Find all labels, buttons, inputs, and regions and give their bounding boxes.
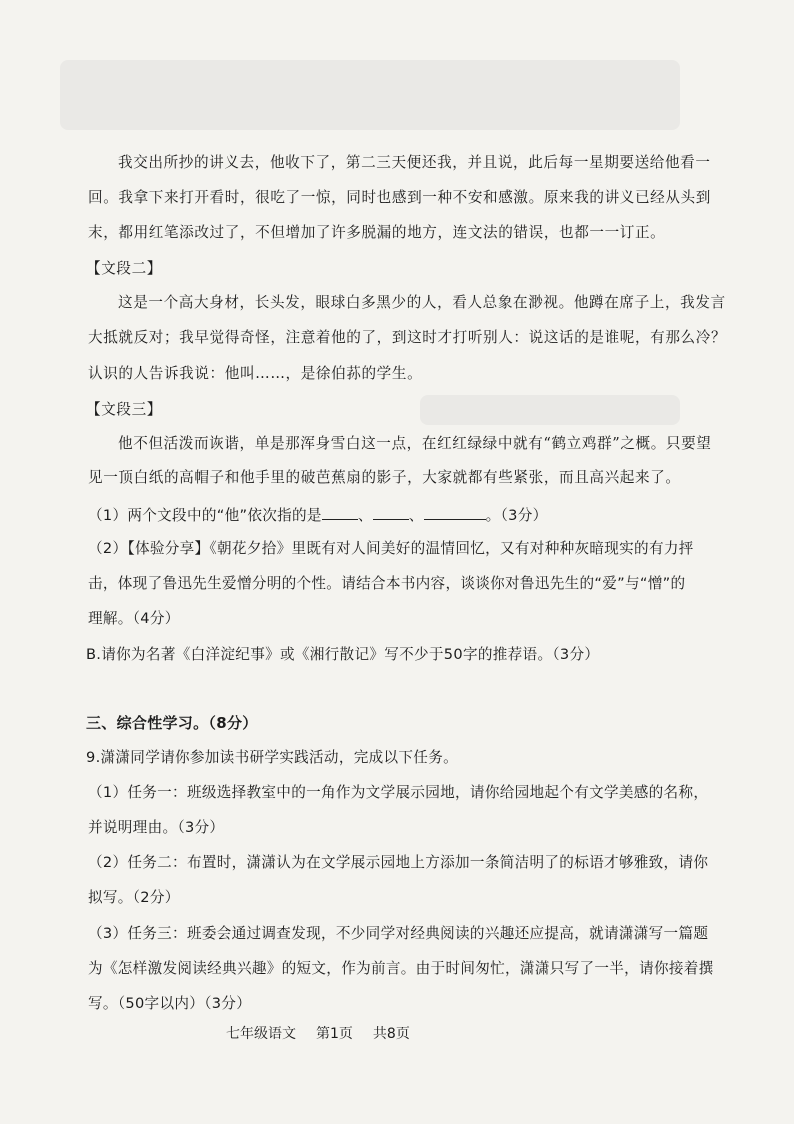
answer-blank-1[interactable] bbox=[322, 505, 358, 520]
passage3-line: 他不但活泼而诙谐，单是那浑身雪白这一点，在红红绿绿中就有“鹤立鸡群”之概。只要望 bbox=[118, 435, 712, 452]
question-9: 9.潇潇同学请你参加读书研学实践活动，完成以下任务。 bbox=[86, 749, 458, 766]
passage1-line: 末，都用红笔添改过了，不但增加了许多脱漏的地方，连文法的错误，也都一一订正。 bbox=[88, 224, 666, 241]
answer-blank-2[interactable] bbox=[373, 505, 409, 520]
footer-subject: 七年级语文 bbox=[226, 1026, 296, 1042]
passage3-line: 见一顶白纸的高帽子和他手里的破芭蕉扇的影子，大家就都有些紧张，而且高兴起来了。 bbox=[88, 469, 681, 486]
footer-page-number: 第1页 bbox=[316, 1026, 353, 1042]
bleed-through-mark bbox=[60, 60, 680, 130]
section-label: 【文段二】 bbox=[86, 260, 162, 277]
question-1-sep: 、 bbox=[408, 507, 424, 524]
question-1-sep: 、 bbox=[357, 507, 373, 524]
task3-line: 为《怎样激发阅读经典兴趣》的短文，作为前言。由于时间匆忙，潇潇只写了一半，请你接着撰 bbox=[88, 960, 714, 977]
footer-total-pages: 共8页 bbox=[372, 1026, 410, 1042]
task1-line: （1）任务一：班级选择教室中的一角作为文学展示园地，请你给园地起个有文学美感的名称， bbox=[88, 784, 709, 801]
question-2-line: 击，体现了鲁迅先生爱憎分明的个性。请结合本书内容，谈谈你对鲁迅先生的“爱”与“憎”的 bbox=[88, 575, 686, 592]
question-1-suffix: 。（3分） bbox=[485, 507, 548, 524]
passage2-line: 这是一个高大身材，长头发，眼球白多黑少的人，看人总象在渺视。他蹲在席子上，我发言 bbox=[118, 294, 726, 311]
page-footer bbox=[226, 1023, 410, 1043]
task3-line: 写。（50字以内）（3分） bbox=[88, 995, 252, 1012]
passage1-line: 我交出所抄的讲义去，他收下了，第二三天便还我，并且说，此后每一星期要送给他看一 bbox=[118, 154, 711, 171]
question-1 bbox=[88, 505, 728, 526]
passage2-line: 认识的人告诉我说：他叫……，是徐伯荪的学生。 bbox=[88, 365, 423, 382]
task1-line: 并说明理由。（3分） bbox=[88, 819, 225, 836]
question-1-prefix: （1）两个文段中的“他”依次指的是 bbox=[88, 507, 322, 524]
answer-blank-3[interactable] bbox=[424, 505, 486, 520]
task2-line: （2）任务二：布置时，潇潇认为在文学展示园地上方添加一条简洁明了的标语才够雅致，请你 bbox=[88, 854, 709, 871]
passage2-line: 大抵就反对；我早觉得奇怪，注意着他的了，到这时才打听别人：说这话的是谁呢，有那么冷？ bbox=[88, 329, 727, 346]
task3-line: （3）任务三：班委会通过调查发现，不少同学对经典阅读的兴趣还应提高，就请潇潇写一篇题 bbox=[88, 925, 709, 942]
question-2-line: （2）【体验分享】《朝花夕拾》里既有对人间美好的温情回忆，又有对种种灰暗现实的有力抨 bbox=[88, 540, 694, 557]
question-b: B.请你为名著《白洋淀纪事》或《湘行散记》写不少于50字的推荐语。（3分） bbox=[86, 646, 600, 663]
section-label: 【文段三】 bbox=[86, 401, 162, 418]
part3-heading: 三、综合性学习。（8分） bbox=[86, 714, 258, 732]
question-2-line: 理解。（4分） bbox=[88, 610, 180, 627]
passage1-line: 回。我拿下来打开看时，很吃了一惊，同时也感到一种不安和感激。原来我的讲义已经从头到 bbox=[88, 189, 711, 206]
task2-line: 拟写。（2分） bbox=[88, 889, 180, 906]
